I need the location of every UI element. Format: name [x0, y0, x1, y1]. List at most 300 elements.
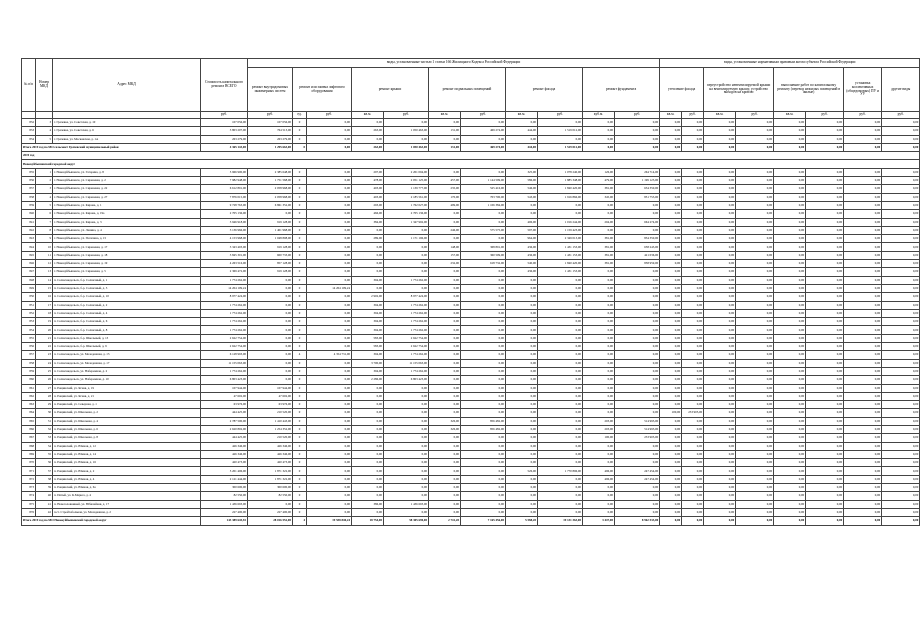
col-lift-header: ремонт или замена лифтового оборудования [293, 68, 352, 112]
value-cell: 203,00 [583, 417, 615, 425]
value-cell: 0,00 [352, 226, 384, 234]
value-cell: 0,00 [806, 484, 844, 492]
value-cell: 0,00 [882, 276, 920, 284]
value-cell: 0,00 [806, 367, 844, 375]
value-cell: 0,00 [429, 459, 461, 467]
value-cell: 0,00 [882, 351, 920, 359]
value-cell: 0,00 [307, 168, 352, 176]
value-cell: 0,00 [660, 417, 682, 425]
value-cell: 293,00 [352, 201, 384, 209]
value-cell: 0,00 [774, 343, 806, 351]
value-cell: 0,00 [882, 442, 920, 450]
value-cell: 0,00 [248, 318, 293, 326]
value-cell: 394,00 [352, 326, 384, 334]
unit-cell: руб. [882, 112, 920, 119]
value-cell: 0,00 [882, 384, 920, 392]
value-cell: 394,00 [352, 351, 384, 359]
value-cell: 0,00 [774, 210, 806, 218]
value-cell: 0,00 [704, 492, 736, 500]
address-cell: п. Рощинский, ул. Южная, д. 4 [53, 475, 201, 483]
total-cell: 4 [293, 517, 307, 525]
value-cell: 0,00 [774, 309, 806, 317]
value-cell: 0,00 [774, 127, 806, 135]
row-number-cell: 860 [22, 376, 36, 384]
value-cell: 0,00 [538, 119, 583, 127]
value-cell: 0,00 [461, 135, 506, 143]
value-cell: 0,00 [844, 334, 882, 342]
mkd-number-cell: 22 [36, 343, 53, 351]
value-cell: 63 976,00 [248, 401, 293, 409]
value-cell: 0 [293, 193, 307, 201]
total-cell: 0,00 [583, 143, 615, 151]
value-cell: 0,00 [506, 334, 538, 342]
mkd-number-cell: 1 [36, 168, 53, 176]
group-right-header: виды, установленные нормативным правовым актом субъекта Российской Федерации [660, 59, 920, 68]
value-cell: 0,00 [660, 484, 682, 492]
table-row [22, 251, 920, 259]
value-cell: 0,00 [384, 459, 429, 467]
value-cell: 0,00 [307, 475, 352, 483]
value-cell: 3 136 966,00 [201, 226, 248, 234]
value-cell: 0,00 [615, 119, 660, 127]
value-cell: 0,00 [882, 475, 920, 483]
value-cell: 0,00 [615, 500, 660, 508]
value-cell: 0,00 [704, 309, 736, 317]
table-row [22, 235, 920, 243]
col-inner-header: ремонт внутридомовых инженерных систем [248, 68, 293, 112]
value-cell: 1 774 262,00 [384, 309, 429, 317]
value-cell: 0,00 [506, 401, 538, 409]
table-row [22, 467, 920, 475]
value-cell: 0,00 [844, 301, 882, 309]
value-cell: 0,00 [774, 119, 806, 127]
value-cell: 0,00 [615, 301, 660, 309]
value-cell: 0,00 [615, 226, 660, 234]
value-cell: 0,00 [384, 135, 429, 143]
value-cell: 4 153 968,00 [201, 235, 248, 243]
value-cell: 0,00 [429, 284, 461, 292]
table-row [22, 367, 920, 375]
value-cell: 0,00 [844, 177, 882, 185]
col-other-header: другие виды [882, 68, 920, 112]
value-cell: 0,00 [583, 326, 615, 334]
value-cell: 0,00 [538, 293, 583, 301]
value-cell: 0,00 [384, 226, 429, 234]
value-cell: 0,00 [307, 276, 352, 284]
value-cell: 0,00 [352, 417, 384, 425]
value-cell: 0 [293, 508, 307, 516]
value-cell: 525 416,00 [461, 185, 506, 193]
value-cell: 0,00 [682, 384, 704, 392]
value-cell: 0,00 [461, 450, 506, 458]
group-left-header: виды, установленные частью 1 статьи 166 Жилищного Кодекса Российской Федерации [248, 59, 660, 68]
value-cell: 0,00 [882, 334, 920, 342]
value-cell: 0 [293, 226, 307, 234]
value-cell: 0,00 [704, 367, 736, 375]
value-cell: 1 106 384,00 [461, 201, 506, 209]
value-cell: 0,00 [461, 301, 506, 309]
value-cell: 0,00 [844, 185, 882, 193]
value-cell: 0,00 [682, 193, 704, 201]
total-row [22, 143, 920, 151]
value-cell: 0,00 [806, 268, 844, 276]
value-cell: 0,00 [736, 359, 774, 367]
value-cell: 0,00 [682, 185, 704, 193]
value-cell: 210 520,00 [248, 409, 293, 417]
value-cell: 0,00 [615, 343, 660, 351]
value-cell: 0,00 [844, 367, 882, 375]
col-bill-header: выполнение работ по капитальному ремонту (перевод нежилых помещений в жилые) [774, 68, 844, 112]
address-cell: г. Новокуйбышевск, ул. Сиреневая, д. 19 [53, 260, 201, 268]
value-cell: 0,00 [844, 484, 882, 492]
value-cell: 0,00 [682, 276, 704, 284]
total-cell: 58 305 690,00 [384, 517, 429, 525]
value-cell: 0,00 [660, 334, 682, 342]
value-cell: 0,00 [538, 284, 583, 292]
total-cell: 0,00 [682, 143, 704, 151]
value-cell: 0,00 [429, 492, 461, 500]
value-cell: 0,00 [429, 409, 461, 417]
value-cell: 0 [293, 409, 307, 417]
value-cell: 394,00 [352, 367, 384, 375]
value-cell: 0,00 [506, 351, 538, 359]
value-cell: 540,00 [506, 260, 538, 268]
unit-cell [36, 112, 53, 119]
value-cell: 4 354 731,00 [307, 351, 352, 359]
value-cell: 0,00 [736, 425, 774, 433]
total-cell: 0,00 [844, 143, 882, 151]
value-cell: 583,00 [352, 334, 384, 342]
value-cell: 0,00 [538, 318, 583, 326]
value-cell: 0,00 [774, 135, 806, 143]
value-cell: 0,00 [736, 135, 774, 143]
value-cell: 0,00 [615, 392, 660, 400]
value-cell: 0 [293, 459, 307, 467]
value-cell: 0,00 [806, 168, 844, 176]
mkd-number-cell: 8 [36, 226, 53, 234]
table-row [22, 359, 920, 367]
value-cell: 0,00 [806, 251, 844, 259]
col-basement-header: ремонт подвальных помещений [429, 68, 506, 112]
value-cell: 436,00 [506, 243, 538, 251]
value-cell: 0,00 [384, 243, 429, 251]
value-cell: 3 700,00 [352, 359, 384, 367]
value-cell: 0,00 [615, 484, 660, 492]
value-cell: 0,00 [461, 442, 506, 450]
total-cell: 0,00 [774, 517, 806, 525]
value-cell: 203,00 [583, 425, 615, 433]
address-cell: п. Рощинский, ул. Южная, д. 12 [53, 442, 201, 450]
value-cell: 0,00 [384, 260, 429, 268]
mkd-number-cell: 36 [36, 459, 53, 467]
value-cell: 0,00 [615, 401, 660, 409]
value-cell: 0,00 [583, 268, 615, 276]
value-cell: 0,00 [682, 251, 704, 259]
value-cell: 0,00 [704, 119, 736, 127]
value-cell: 0,00 [660, 168, 682, 176]
value-cell: 0,00 [506, 417, 538, 425]
value-cell: 0,00 [844, 268, 882, 276]
table-row [22, 284, 920, 292]
mkd-number-cell: 42 [36, 508, 53, 516]
value-cell: 0,00 [704, 442, 736, 450]
value-cell: 3 946 918,00 [201, 218, 248, 226]
value-cell: 0,00 [660, 401, 682, 409]
value-cell: 107 056,00 [248, 119, 293, 127]
value-cell: 2 705 136,00 [201, 210, 248, 218]
value-cell: 0,00 [429, 235, 461, 243]
row-number-cell: 838 [22, 193, 36, 201]
value-cell: 263,00 [352, 127, 384, 135]
value-cell: 0,00 [461, 359, 506, 367]
row-number-cell: 869 [22, 450, 36, 458]
value-cell: 7 876 015,00 [201, 193, 248, 201]
total-cell: 0,00 [844, 517, 882, 525]
value-cell: 403,00 [352, 185, 384, 193]
unit-cell: кв.м. [774, 112, 806, 119]
value-cell: 0,00 [615, 201, 660, 209]
value-cell: 0,00 [461, 334, 506, 342]
value-cell: 0,00 [660, 343, 682, 351]
value-cell: 227 400,00 [248, 508, 293, 516]
address-cell: п. Солнечнодольск, б-р. Солнечный, д. 2 [53, 301, 201, 309]
value-cell: 0,00 [736, 326, 774, 334]
value-cell: 0,00 [736, 301, 774, 309]
value-cell: 0,00 [882, 318, 920, 326]
value-cell: 0,00 [844, 293, 882, 301]
value-cell: 0,00 [704, 326, 736, 334]
value-cell: 0,00 [660, 235, 682, 243]
value-cell: 0,00 [429, 276, 461, 284]
value-cell: 0,00 [583, 284, 615, 292]
col-total-header: Стоимость капитального ремонта ВСЕГО [201, 59, 248, 112]
value-cell: 0,00 [882, 376, 920, 384]
value-cell: 2 121 444,00 [201, 475, 248, 483]
total-label: Итого 2019 год по МО сельсовет Грачевский муниципальный район [22, 143, 201, 151]
total-cell: 8 962 533,00 [615, 517, 660, 525]
value-cell: 0,00 [806, 201, 844, 209]
value-cell: 0,00 [583, 359, 615, 367]
value-cell: 0,00 [583, 392, 615, 400]
value-cell: 0,00 [844, 168, 882, 176]
value-cell: 107 056,00 [201, 119, 248, 127]
value-cell: 0,00 [882, 309, 920, 317]
value-cell: 47 602,00 [201, 392, 248, 400]
value-cell: 2 201 094,00 [384, 168, 429, 176]
value-cell: 1 774 262,00 [384, 276, 429, 284]
value-cell: 0,00 [806, 276, 844, 284]
value-cell: 403,00 [352, 193, 384, 201]
mkd-number-cell: 41 [36, 500, 53, 508]
unit-cell [22, 112, 36, 119]
total-cell: 0,00 [615, 143, 660, 151]
value-cell: 0,00 [844, 359, 882, 367]
value-cell: 0,00 [736, 409, 774, 417]
table-row [22, 268, 920, 276]
value-cell: 0 [293, 343, 307, 351]
address-cell: п. Новоголовкиный, ул. Юбилейная, д. 17 [53, 500, 201, 508]
value-cell: 0,00 [806, 459, 844, 467]
row-number-cell: 866 [22, 425, 36, 433]
value-cell: 0,00 [506, 367, 538, 375]
value-cell: 0,00 [682, 119, 704, 127]
mkd-number-cell: 3 [36, 185, 53, 193]
value-cell: 1 199 123,00 [615, 177, 660, 185]
value-cell: 426 346,00 [248, 442, 293, 450]
row-number-cell: 833 [22, 127, 36, 135]
row-number-cell: 841 [22, 218, 36, 226]
value-cell: 0,00 [682, 392, 704, 400]
value-cell: 0,00 [882, 409, 920, 417]
value-cell: 0,00 [660, 119, 682, 127]
value-cell: 0,00 [461, 318, 506, 326]
value-cell: 0,00 [583, 409, 615, 417]
value-cell: 0,00 [704, 351, 736, 359]
value-cell: 381,00 [583, 235, 615, 243]
value-cell: 381,00 [583, 251, 615, 259]
value-cell: 0,00 [682, 293, 704, 301]
value-cell: 0,00 [806, 343, 844, 351]
col-foundation-header: ремонт фундамента [583, 68, 660, 112]
value-cell: 0,00 [461, 218, 506, 226]
mkd-number-cell: 5 [36, 135, 53, 143]
total-cell: 0 [293, 143, 307, 151]
value-cell: 0,00 [307, 177, 352, 185]
value-cell: 0,00 [682, 484, 704, 492]
total-cell: 1 050 463,00 [384, 143, 429, 151]
value-cell: 0,00 [538, 301, 583, 309]
value-cell: 0,00 [844, 218, 882, 226]
row-number-cell: 837 [22, 185, 36, 193]
value-cell: 0,00 [538, 417, 583, 425]
value-cell: 0,00 [882, 185, 920, 193]
mkd-number-cell: 24 [36, 359, 53, 367]
value-cell: 0 [293, 434, 307, 442]
mkd-number-cell: 14 [36, 276, 53, 284]
value-cell: 148,00 [429, 243, 461, 251]
table-row [22, 218, 920, 226]
value-cell: 0,00 [583, 301, 615, 309]
value-cell: 0,00 [583, 201, 615, 209]
value-cell: 514 993,00 [615, 417, 660, 425]
value-cell: 0,00 [660, 218, 682, 226]
total-cell: 5 588,20 [506, 517, 538, 525]
value-cell: 0,00 [307, 459, 352, 467]
value-cell: 0,00 [538, 401, 583, 409]
value-cell: 0,00 [461, 351, 506, 359]
total-cell: 0,00 [660, 517, 682, 525]
value-cell: 0,00 [682, 268, 704, 276]
value-cell: 0,00 [736, 260, 774, 268]
value-cell: 170,00 [429, 193, 461, 201]
value-cell: 0,00 [384, 401, 429, 409]
value-cell: 586,00 [506, 177, 538, 185]
value-cell: 664 274,00 [615, 218, 660, 226]
value-cell: 0,00 [736, 293, 774, 301]
row-number-cell: 843 [22, 235, 36, 243]
table-row [22, 343, 920, 351]
value-cell: 1 048 808,00 [248, 235, 293, 243]
value-cell: 0,00 [774, 268, 806, 276]
value-cell: 0,00 [461, 459, 506, 467]
value-cell: 0,00 [506, 500, 538, 508]
value-cell: 0,00 [736, 334, 774, 342]
value-cell: 1 519 012,00 [538, 127, 583, 135]
value-cell: 858 959,00 [615, 260, 660, 268]
value-cell: 0,00 [307, 268, 352, 276]
value-cell: 0 [293, 484, 307, 492]
col-meters-header: установка коллективных (общедомовых) ПУ и УУ [844, 68, 882, 112]
value-cell: 233 905,00 [682, 409, 704, 417]
value-cell: 703 700,00 [461, 193, 506, 201]
value-cell: 0,00 [844, 210, 882, 218]
value-cell: 0,00 [429, 326, 461, 334]
value-cell: 0 [293, 284, 307, 292]
value-cell: 0,00 [806, 401, 844, 409]
value-cell: 0,00 [538, 442, 583, 450]
total-cell: 1 519 012,00 [538, 143, 583, 151]
row-number-cell: 840 [22, 210, 36, 218]
value-cell: 0,00 [806, 508, 844, 516]
value-cell: 0,00 [774, 434, 806, 442]
value-cell: 0,00 [538, 276, 583, 284]
value-cell: 0,00 [352, 135, 384, 143]
value-cell: 0,00 [806, 284, 844, 292]
value-cell: 0,00 [352, 260, 384, 268]
value-cell: 0,00 [538, 508, 583, 516]
value-cell: 0,00 [704, 425, 736, 433]
spreadsheet [21, 58, 919, 526]
value-cell: 0,00 [461, 210, 506, 218]
address-cell: г. Новокуйбышевск, ул. Сиреневая, д. 17 [53, 243, 201, 251]
table-row [22, 276, 920, 284]
address-cell: г. Грачевка, ул. Советская, д. 10 [53, 119, 201, 127]
table-row [22, 243, 920, 251]
value-cell: 0,00 [844, 384, 882, 392]
row-number-cell: 855 [22, 334, 36, 342]
value-cell: 0,00 [615, 450, 660, 458]
value-cell: 0,00 [307, 193, 352, 201]
value-cell: 0,00 [660, 392, 682, 400]
value-cell: 0,00 [736, 226, 774, 234]
value-cell: 0,00 [248, 359, 293, 367]
value-cell: 0,00 [307, 210, 352, 218]
value-cell: 0,00 [429, 500, 461, 508]
value-cell: 0,00 [774, 260, 806, 268]
value-cell: 0,00 [429, 367, 461, 375]
value-cell: 0,00 [660, 201, 682, 209]
value-cell: 0,00 [429, 442, 461, 450]
address-cell: п. Солнечнодольск, ул. Молодежная, д. 13 [53, 351, 201, 359]
value-cell: 0 [293, 392, 307, 400]
value-cell: 0,00 [682, 492, 704, 500]
value-cell: 0,00 [307, 226, 352, 234]
value-cell: 0,00 [844, 500, 882, 508]
value-cell: 0,00 [736, 268, 774, 276]
value-cell: 0,00 [352, 508, 384, 516]
unit-cell: руб. [736, 112, 774, 119]
mkd-number-cell: 19 [36, 318, 53, 326]
value-cell: 0,00 [429, 450, 461, 458]
table-row [22, 500, 920, 508]
table-row [22, 492, 920, 500]
table-row [22, 119, 920, 127]
row-number-cell: 832 [22, 119, 36, 127]
value-cell: 2 349 013,00 [538, 235, 583, 243]
value-cell: 0,00 [736, 185, 774, 193]
value-cell: 444 425,00 [201, 434, 248, 442]
value-cell: 0,00 [506, 201, 538, 209]
